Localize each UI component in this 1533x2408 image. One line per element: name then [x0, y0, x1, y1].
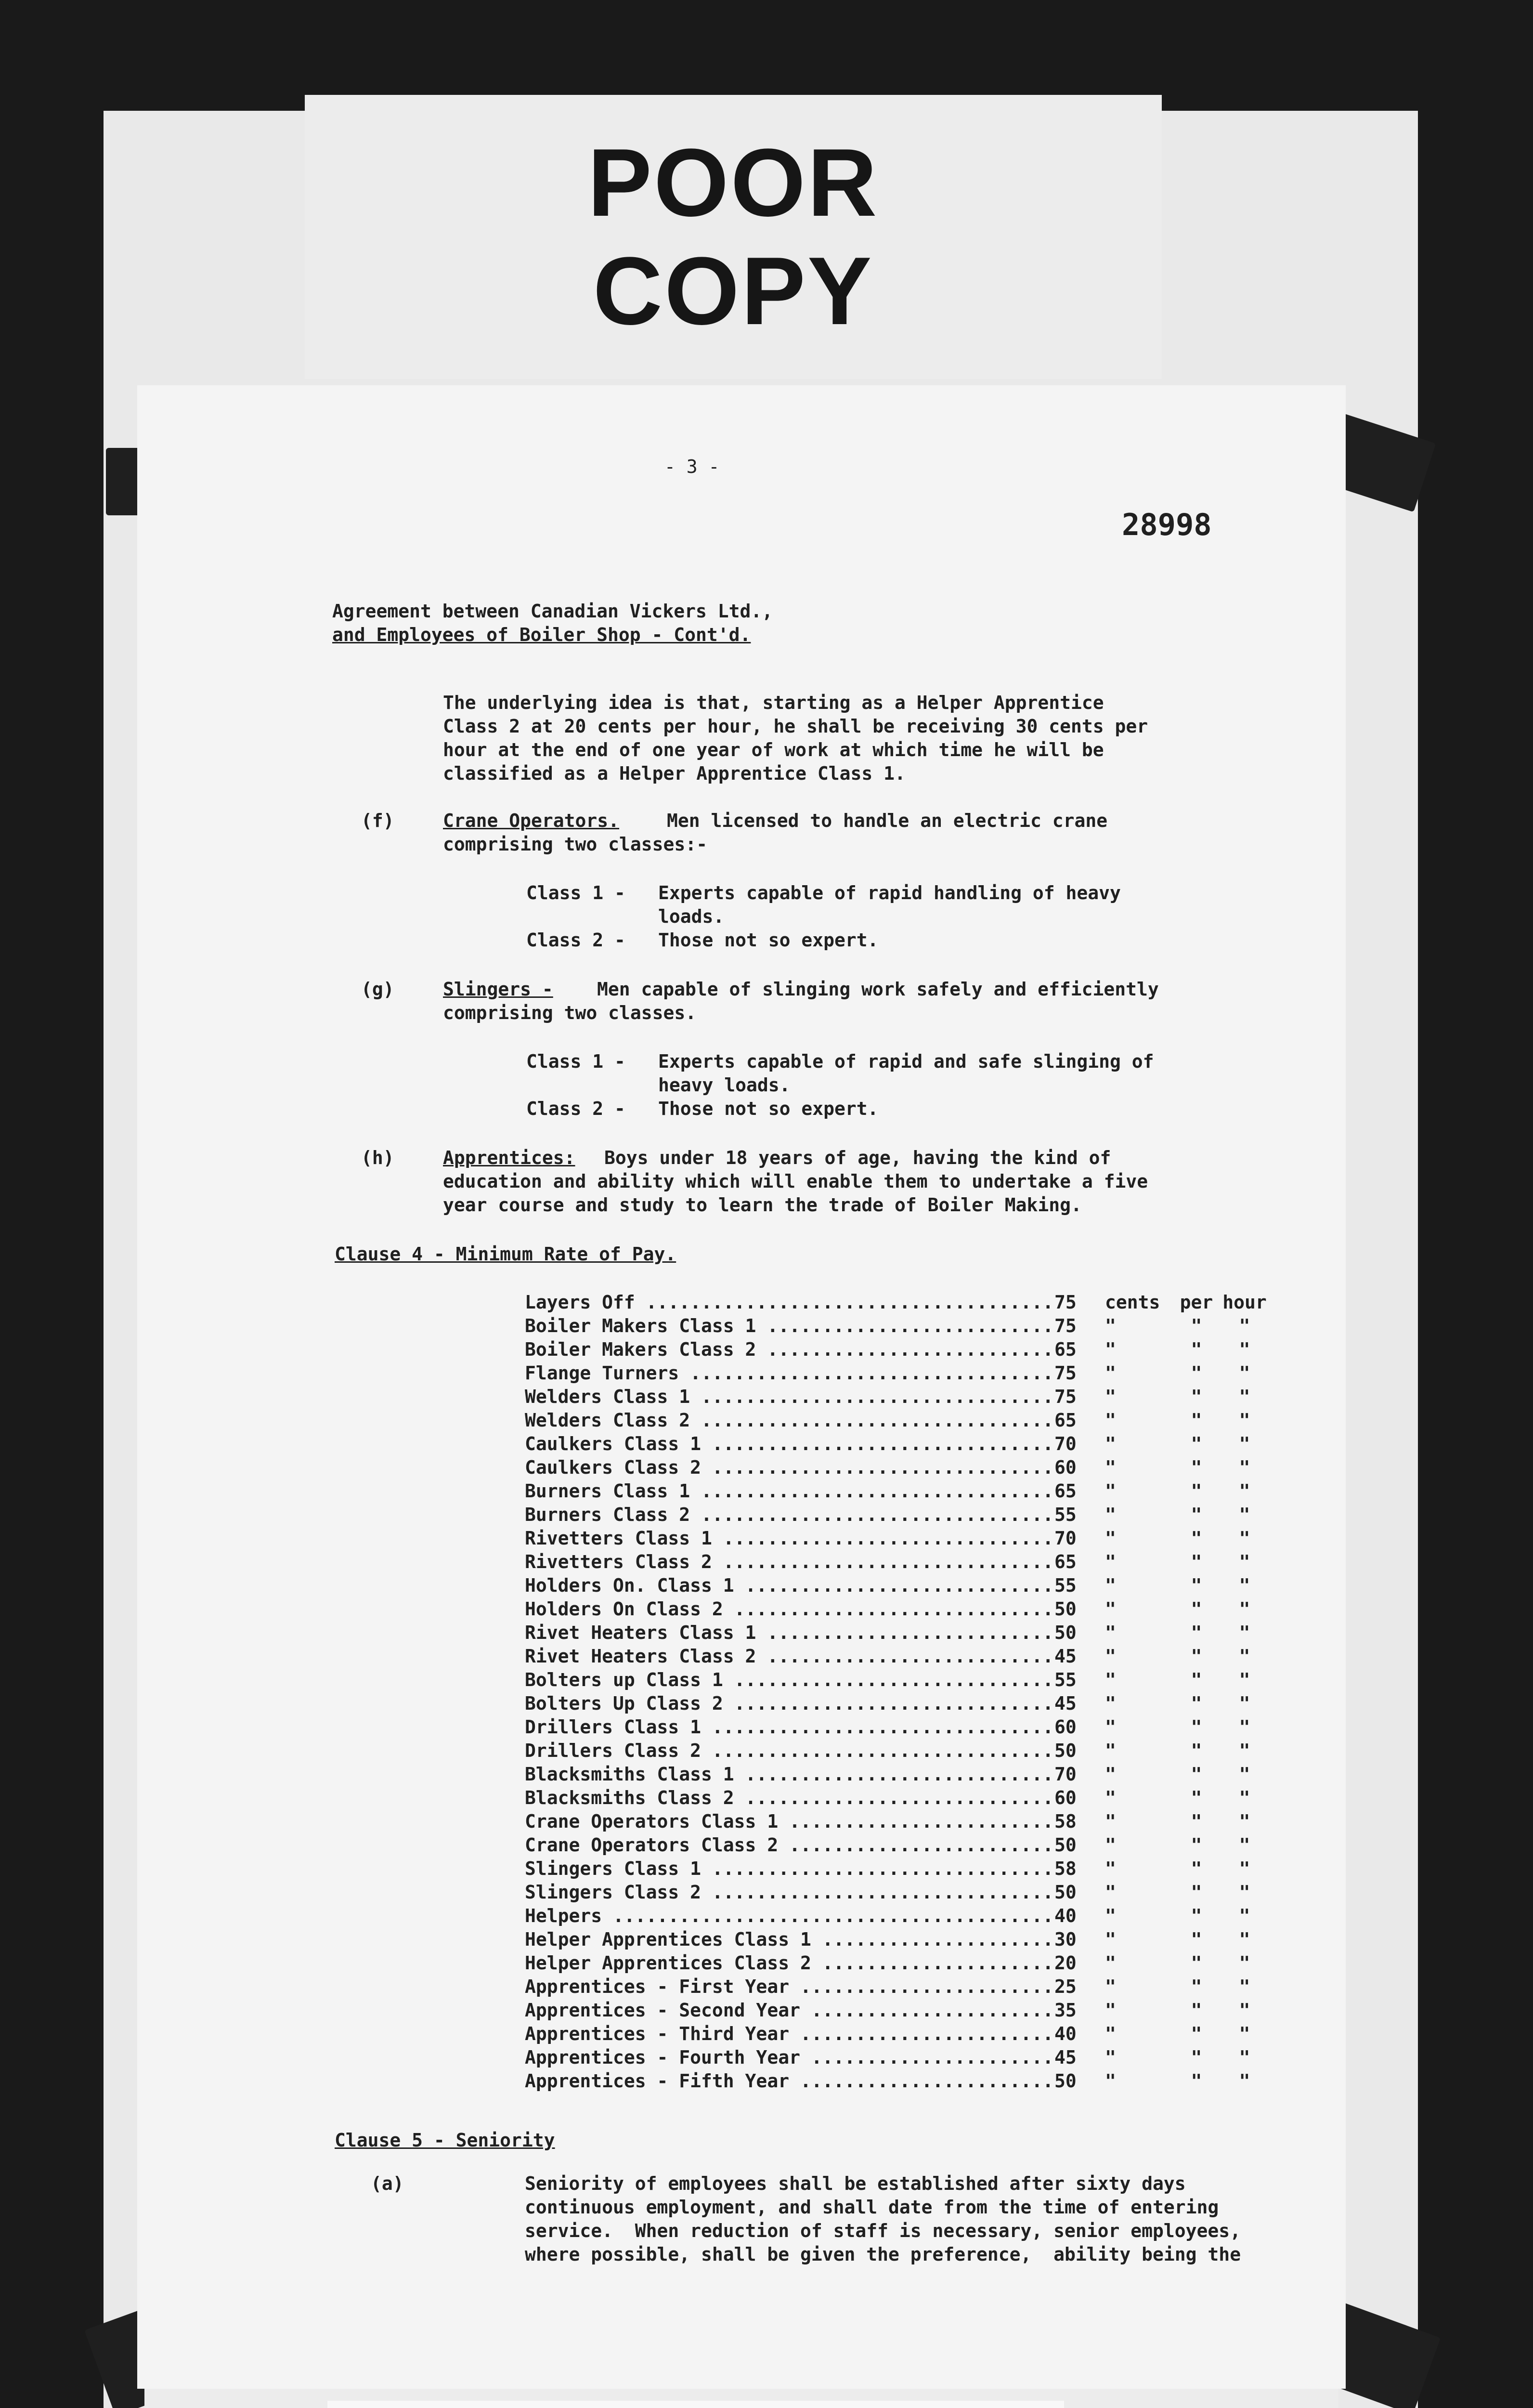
rate-label: Layers Off .....	[525, 1291, 1054, 1314]
rate-value: 45	[1054, 1693, 1077, 1714]
unit-ditto: "	[1239, 1834, 1250, 1856]
unit-ditto: "	[1239, 1882, 1250, 1903]
rate-label: Bolters Up Class 2 .....	[525, 1692, 1054, 1715]
rate-row	[525, 1763, 1269, 1786]
rate-label: Slingers Class 2 .....	[525, 1881, 1054, 1904]
unit-ditto: "	[1105, 1740, 1116, 1761]
clause4-heading: Clause 4 - Minimum Rate of Pay.	[335, 1243, 676, 1265]
unit-ditto: "	[1105, 2070, 1116, 2092]
rate-label: Crane Operators Class 1 .....	[525, 1810, 1054, 1833]
unit-ditto: "	[1239, 1811, 1250, 1832]
unit-ditto: "	[1105, 1858, 1116, 1879]
unit-ditto: "	[1239, 1457, 1250, 1478]
f-letter: (f)	[361, 810, 394, 831]
unit-ditto: "	[1191, 1669, 1202, 1690]
rate-value: 75	[1054, 1362, 1077, 1384]
rate-label: Slingers Class 1 .....	[525, 1857, 1054, 1881]
h-text-line1: Boys under 18 years of age, having the kind of	[604, 1147, 1111, 1168]
rate-label: Drillers Class 2 .....	[525, 1739, 1054, 1763]
unit-ditto: "	[1105, 1386, 1116, 1407]
rate-row	[525, 1527, 1269, 1550]
rate-value: 65	[1054, 1551, 1077, 1572]
unit-ditto: "	[1239, 1598, 1250, 1620]
unit-ditto: "	[1191, 1622, 1202, 1643]
rate-value: 30	[1054, 1929, 1077, 1950]
unit-ditto: "	[1105, 1480, 1116, 1502]
clause5-a-line1: Seniority of employees shall be established after sixty days	[525, 2173, 1186, 2194]
unit-ditto: "	[1191, 1315, 1202, 1336]
rate-row	[525, 1975, 1269, 1999]
unit-ditto: "	[1105, 2000, 1116, 2021]
unit-ditto: "	[1191, 1976, 1202, 1997]
unit-ditto: "	[1239, 1362, 1250, 1384]
unit-ditto: "	[1191, 1575, 1202, 1596]
rate-row	[525, 2022, 1269, 2046]
rate-row	[525, 1928, 1269, 1951]
rate-label: Crane Operators Class 2 .....	[525, 1833, 1054, 1857]
unit-ditto: "	[1239, 1740, 1250, 1761]
rate-row	[525, 2046, 1269, 2069]
unit-ditto: "	[1191, 1362, 1202, 1384]
rate-label: Burners Class 1 .....	[525, 1479, 1054, 1503]
g-class2-text: Those not so expert.	[658, 1098, 879, 1119]
document-page	[137, 385, 1346, 2389]
clause5-heading: Clause 5 - Seniority	[335, 2130, 555, 2151]
rate-value: 60	[1054, 1787, 1077, 1808]
rate-row	[525, 1314, 1269, 1338]
rate-label: Welders Class 1 .....	[525, 1385, 1054, 1409]
unit-ditto: "	[1105, 1811, 1116, 1832]
unit-ditto: "	[1105, 1410, 1116, 1431]
unit-ditto: "	[1105, 1716, 1116, 1738]
rate-value: 58	[1054, 1811, 1077, 1832]
f-class1-label: Class 1 -	[526, 882, 625, 903]
rate-value: 40	[1054, 2023, 1077, 2044]
rate-row	[525, 1668, 1269, 1692]
poor-copy-line2: COPY	[593, 237, 874, 345]
rate-value: 45	[1054, 2047, 1077, 2068]
unit-ditto: "	[1239, 1386, 1250, 1407]
rate-row	[525, 1409, 1269, 1432]
unit-ditto: "	[1239, 1716, 1250, 1738]
rate-value: 75	[1054, 1292, 1077, 1313]
rate-row	[525, 1597, 1269, 1621]
unit-ditto: "	[1239, 1905, 1250, 1926]
unit-ditto: "	[1239, 1504, 1250, 1525]
unit-ditto: "	[1191, 1551, 1202, 1572]
rate-value: 50	[1054, 1834, 1077, 1856]
rate-row	[525, 1786, 1269, 1810]
rate-row	[525, 1456, 1269, 1479]
unit-ditto: "	[1191, 1740, 1202, 1761]
rate-row	[525, 1999, 1269, 2022]
rate-value: 75	[1054, 1315, 1077, 1336]
rate-value: 70	[1054, 1764, 1077, 1785]
g-class1-line1: Experts capable of rapid and safe slinging of	[658, 1051, 1154, 1072]
unit-ditto: "	[1191, 1433, 1202, 1454]
unit-ditto: "	[1105, 1598, 1116, 1620]
unit-ditto: "	[1239, 1551, 1250, 1572]
unit-ditto: "	[1191, 1858, 1202, 1879]
rate-row	[525, 1692, 1269, 1715]
unit-ditto: "	[1239, 2000, 1250, 2021]
rate-value: 60	[1054, 1457, 1077, 1478]
unit-ditto: "	[1191, 1905, 1202, 1926]
rate-label: Caulkers Class 1 .....	[525, 1432, 1054, 1456]
rate-label: Rivet Heaters Class 1 .....	[525, 1621, 1054, 1645]
g-class1-line2: heavy loads.	[658, 1074, 791, 1096]
g-text-line1: Men capable of slinging work safely and efficiently	[597, 979, 1159, 1000]
rate-value: 55	[1054, 1575, 1077, 1596]
unit-ditto: "	[1191, 2023, 1202, 2044]
unit-ditto: "	[1105, 2023, 1116, 2044]
unit-ditto: "	[1105, 1575, 1116, 1596]
unit-per: per	[1180, 1292, 1213, 1313]
unit-ditto: "	[1191, 1339, 1202, 1360]
unit-ditto: "	[1105, 1905, 1116, 1926]
rate-label: Boiler Makers Class 1 .....	[525, 1314, 1054, 1338]
h-text-line3: year course and study to learn the trade of Boiler Making.	[443, 1194, 1082, 1216]
rate-label: Bolters up Class 1 .....	[525, 1668, 1054, 1692]
unit-ditto: "	[1239, 1528, 1250, 1549]
unit-ditto: "	[1105, 1669, 1116, 1690]
rate-value: 50	[1054, 1740, 1077, 1761]
rate-label: Burners Class 2 .....	[525, 1503, 1054, 1527]
g-class2-label: Class 2 -	[526, 1098, 625, 1119]
unit-ditto: "	[1191, 1457, 1202, 1478]
unit-ditto: "	[1105, 1528, 1116, 1549]
rate-row	[525, 2069, 1269, 2093]
unit-ditto: "	[1191, 1952, 1202, 1974]
unit-ditto: "	[1191, 1764, 1202, 1785]
unit-ditto: "	[1191, 1598, 1202, 1620]
rate-row	[525, 1904, 1269, 1928]
rate-label: Apprentices - Fifth Year .....	[525, 2069, 1054, 2093]
rate-label: Drillers Class 1 .....	[525, 1715, 1054, 1739]
h-title: Apprentices:	[443, 1147, 575, 1168]
unit-ditto: "	[1191, 1528, 1202, 1549]
rate-value: 55	[1054, 1504, 1077, 1525]
rate-value: 70	[1054, 1433, 1077, 1454]
rate-row	[525, 1574, 1269, 1597]
rate-label: Rivetters Class 1 .....	[525, 1527, 1054, 1550]
unit-ditto: "	[1105, 2047, 1116, 2068]
page-number: - 3 -	[664, 456, 720, 477]
intro-paragraph: The underlying idea is that, starting as a Helper Apprentice Class 2 at 20 cents per hour, he shall be receiving 30 cents per hour at the end of one year of work at which time he will be classified as a Helper Apprentice Class 1.	[443, 692, 1148, 784]
rate-label: Apprentices - Second Year .....	[525, 1999, 1054, 2022]
rate-label: Blacksmiths Class 2 .....	[525, 1786, 1054, 1810]
rate-label: Holders On Class 2 .....	[525, 1597, 1054, 1621]
rate-row	[525, 1833, 1269, 1857]
unit-ditto: "	[1191, 1386, 1202, 1407]
rate-label: Flange Turners .....	[525, 1361, 1054, 1385]
rate-value: 65	[1054, 1480, 1077, 1502]
unit-ditto: "	[1105, 1646, 1116, 1667]
unit-ditto: "	[1239, 1787, 1250, 1808]
file-number: 28998	[1122, 507, 1212, 542]
rate-label: Welders Class 2 .....	[525, 1409, 1054, 1432]
heading-line2: and Employees of Boiler Shop - Cont'd.	[332, 624, 751, 645]
rate-value: 50	[1054, 2070, 1077, 2092]
rate-row	[525, 1432, 1269, 1456]
rate-row	[525, 1951, 1269, 1975]
clause5-a-line3: service. When reduction of staff is necessary, senior employees,	[525, 2220, 1241, 2241]
unit-ditto: "	[1239, 1410, 1250, 1431]
unit-ditto: "	[1239, 1929, 1250, 1950]
heading-line1: Agreement between Canadian Vickers Ltd.,	[332, 601, 773, 622]
rate-value: 60	[1054, 1716, 1077, 1738]
rate-value: 50	[1054, 1882, 1077, 1903]
f-class2-text: Those not so expert.	[658, 929, 879, 951]
unit-cents: cents	[1105, 1292, 1160, 1313]
unit-ditto: "	[1105, 1929, 1116, 1950]
unit-ditto: "	[1239, 2070, 1250, 2092]
unit-ditto: "	[1105, 1504, 1116, 1525]
unit-ditto: "	[1105, 1787, 1116, 1808]
rate-row	[525, 1739, 1269, 1763]
rate-value: 45	[1054, 1646, 1077, 1667]
unit-ditto: "	[1105, 1339, 1116, 1360]
unit-ditto: "	[1105, 1622, 1116, 1643]
rate-label: Holders On. Class 1 .....	[525, 1574, 1054, 1597]
unit-ditto: "	[1105, 1433, 1116, 1454]
unit-ditto: "	[1105, 1315, 1116, 1336]
rate-label: Helper Apprentices Class 2 .....	[525, 1951, 1054, 1975]
unit-hour: hour	[1222, 1292, 1267, 1313]
rate-label: Boiler Makers Class 2 .....	[525, 1338, 1054, 1361]
rate-row	[525, 1645, 1269, 1668]
unit-ditto: "	[1191, 1646, 1202, 1667]
unit-ditto: "	[1239, 2023, 1250, 2044]
f-class1-line1: Experts capable of rapid handling of heavy	[658, 882, 1121, 903]
unit-ditto: "	[1191, 1716, 1202, 1738]
unit-ditto: "	[1239, 1952, 1250, 1974]
unit-ditto: "	[1239, 2047, 1250, 2068]
rate-row	[525, 1857, 1269, 1881]
unit-ditto: "	[1239, 1669, 1250, 1690]
unit-ditto: "	[1105, 1693, 1116, 1714]
unit-ditto: "	[1239, 1764, 1250, 1785]
rate-row	[525, 1881, 1269, 1904]
unit-ditto: "	[1191, 2047, 1202, 2068]
rate-value: 75	[1054, 1386, 1077, 1407]
clause5-a-letter: (a)	[371, 2173, 404, 2194]
f-class1-line2: loads.	[658, 906, 725, 927]
f-text-line1: Men licensed to handle an electric crane	[667, 810, 1108, 831]
unit-ditto: "	[1239, 1315, 1250, 1336]
rate-label: Rivetters Class 2 .....	[525, 1550, 1054, 1574]
rate-label: Helpers .....	[525, 1904, 1054, 1928]
rate-value: 58	[1054, 1858, 1077, 1879]
unit-ditto: "	[1191, 1929, 1202, 1950]
unit-ditto: "	[1105, 1362, 1116, 1384]
clause5-a-line4: where possible, shall be given the preference, ability being the	[525, 2244, 1241, 2265]
unit-ditto: "	[1191, 1834, 1202, 1856]
clause5-a-line2: continuous employment, and shall date from the time of entering	[525, 2197, 1219, 2218]
rate-value: 65	[1054, 1410, 1077, 1431]
unit-ditto: "	[1239, 1622, 1250, 1643]
h-letter: (h)	[361, 1147, 394, 1168]
unit-ditto: "	[1239, 1339, 1250, 1360]
f-title: Crane Operators.	[443, 810, 620, 831]
rate-row	[525, 1550, 1269, 1574]
rate-label: Caulkers Class 2 .....	[525, 1456, 1054, 1479]
unit-ditto: "	[1105, 1551, 1116, 1572]
rate-row	[525, 1479, 1269, 1503]
rate-label: Apprentices - Fourth Year .....	[525, 2046, 1054, 2069]
pay-rate-table	[525, 1291, 1269, 2093]
rate-label: Rivet Heaters Class 2 .....	[525, 1645, 1054, 1668]
g-text-line2: comprising two classes.	[443, 1002, 697, 1023]
unit-ditto: "	[1105, 1764, 1116, 1785]
rate-value: 40	[1054, 1905, 1077, 1926]
unit-ditto: "	[1239, 1693, 1250, 1714]
unit-ditto: "	[1105, 1882, 1116, 1903]
rate-value: 35	[1054, 2000, 1077, 2021]
rate-label: Apprentices - Third Year .....	[525, 2022, 1054, 2046]
rate-label: Apprentices - First Year .....	[525, 1975, 1054, 1999]
rate-row	[525, 1291, 1269, 1314]
reference-label	[327, 2401, 1064, 2408]
rate-value: 50	[1054, 1598, 1077, 1620]
unit-ditto: "	[1239, 1646, 1250, 1667]
unit-ditto: "	[1191, 1693, 1202, 1714]
unit-ditto: "	[1105, 1952, 1116, 1974]
f-class2-label: Class 2 -	[526, 929, 625, 951]
unit-ditto: "	[1239, 1480, 1250, 1502]
rate-row	[525, 1715, 1269, 1739]
f-text-line2: comprising two classes:-	[443, 834, 708, 855]
unit-ditto: "	[1105, 1834, 1116, 1856]
rate-value: 25	[1054, 1976, 1077, 1997]
rate-row	[525, 1338, 1269, 1361]
unit-ditto: "	[1191, 1410, 1202, 1431]
rate-row	[525, 1503, 1269, 1527]
g-class1-label: Class 1 -	[526, 1051, 625, 1072]
h-text-line2: education and ability which will enable them to undertake a five	[443, 1171, 1148, 1192]
unit-ditto: "	[1191, 1811, 1202, 1832]
rate-row	[525, 1621, 1269, 1645]
unit-ditto: "	[1191, 1480, 1202, 1502]
poor-copy-line1: POOR	[587, 129, 879, 236]
rate-row	[525, 1810, 1269, 1833]
unit-ditto: "	[1191, 1882, 1202, 1903]
g-title: Slingers -	[443, 979, 553, 1000]
rate-label: Helper Apprentices Class 1 .....	[525, 1928, 1054, 1951]
rate-value: 55	[1054, 1669, 1077, 1690]
unit-ditto: "	[1191, 1787, 1202, 1808]
unit-ditto: "	[1239, 1858, 1250, 1879]
unit-ditto: "	[1239, 1575, 1250, 1596]
unit-ditto: "	[1191, 2000, 1202, 2021]
rate-value: 20	[1054, 1952, 1077, 1974]
rate-row	[525, 1361, 1269, 1385]
unit-ditto: "	[1191, 2070, 1202, 2092]
unit-ditto: "	[1239, 1976, 1250, 1997]
unit-ditto: "	[1239, 1433, 1250, 1454]
unit-ditto: "	[1105, 1976, 1116, 1997]
rate-value: 65	[1054, 1339, 1077, 1360]
g-letter: (g)	[361, 979, 394, 1000]
unit-ditto: "	[1191, 1504, 1202, 1525]
rate-value: 70	[1054, 1528, 1077, 1549]
rate-value: 50	[1054, 1622, 1077, 1643]
rate-row	[525, 1385, 1269, 1409]
unit-ditto: "	[1105, 1457, 1116, 1478]
rate-label: Blacksmiths Class 1 .....	[525, 1763, 1054, 1786]
poor-copy-label	[305, 95, 1162, 379]
